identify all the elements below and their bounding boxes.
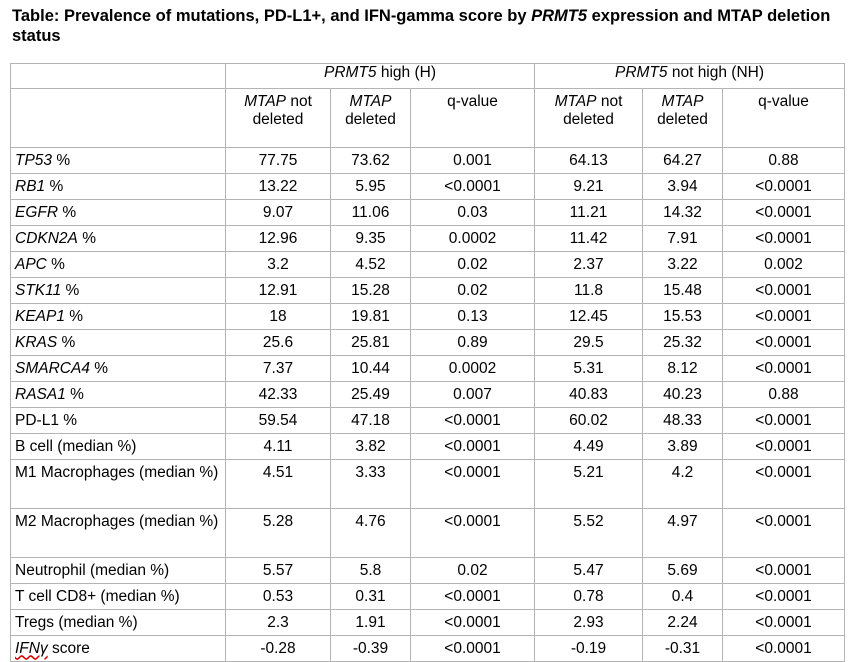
value-cell: 25.6 — [226, 330, 331, 356]
value-cell: 1.91 — [331, 610, 411, 636]
value-cell: 0.02 — [411, 252, 535, 278]
value-cell: <0.0001 — [723, 509, 845, 558]
row-label: Neutrophil (median %) — [11, 558, 226, 584]
value-cell: 5.57 — [226, 558, 331, 584]
value-cell: 7.37 — [226, 356, 331, 382]
table-row — [11, 408, 845, 434]
value-cell: 0.88 — [723, 148, 845, 174]
row-label: KRAS % — [11, 330, 226, 356]
table-row — [11, 558, 845, 584]
value-cell: 2.24 — [643, 610, 723, 636]
value-cell: <0.0001 — [411, 584, 535, 610]
sub-header-h-q-value: q-value — [411, 89, 535, 148]
value-cell: 0.001 — [411, 148, 535, 174]
value-cell: 0.89 — [411, 330, 535, 356]
row-label: TP53 % — [11, 148, 226, 174]
value-cell: 2.37 — [535, 252, 643, 278]
row-label: SMARCA4 % — [11, 356, 226, 382]
value-cell: 5.31 — [535, 356, 643, 382]
value-cell: <0.0001 — [411, 174, 535, 200]
table-row — [11, 610, 845, 636]
value-cell: 64.13 — [535, 148, 643, 174]
value-cell: 4.49 — [535, 434, 643, 460]
row-label: RB1 % — [11, 174, 226, 200]
value-cell: 0.53 — [226, 584, 331, 610]
table-row — [11, 356, 845, 382]
value-cell: 25.81 — [331, 330, 411, 356]
sub-header-nh-mtap-not-deleted: MTAP not deleted — [535, 89, 643, 148]
table-row — [11, 200, 845, 226]
row-label: Tregs (median %) — [11, 610, 226, 636]
value-cell: 4.11 — [226, 434, 331, 460]
value-cell: 60.02 — [535, 408, 643, 434]
value-cell: <0.0001 — [723, 330, 845, 356]
value-cell: <0.0001 — [723, 408, 845, 434]
sub-header-row — [11, 89, 845, 148]
results-table — [10, 63, 845, 662]
row-label: STK11 % — [11, 278, 226, 304]
value-cell: 19.81 — [331, 304, 411, 330]
sub-header-h-mtap-deleted: MTAP deleted — [331, 89, 411, 148]
value-cell: 5.69 — [643, 558, 723, 584]
table-row — [11, 330, 845, 356]
value-cell: <0.0001 — [411, 636, 535, 662]
value-cell: <0.0001 — [411, 509, 535, 558]
table-row — [11, 636, 845, 662]
value-cell: 12.96 — [226, 226, 331, 252]
value-cell: 25.49 — [331, 382, 411, 408]
value-cell: -0.31 — [643, 636, 723, 662]
value-cell: <0.0001 — [723, 278, 845, 304]
value-cell: 3.94 — [643, 174, 723, 200]
value-cell: 48.33 — [643, 408, 723, 434]
table-row — [11, 584, 845, 610]
row-label: CDKN2A % — [11, 226, 226, 252]
value-cell: 59.54 — [226, 408, 331, 434]
value-cell: 0.007 — [411, 382, 535, 408]
row-label: M1 Macrophages (median %) — [11, 460, 226, 509]
value-cell: 11.21 — [535, 200, 643, 226]
value-cell: <0.0001 — [723, 584, 845, 610]
value-cell: <0.0001 — [723, 434, 845, 460]
value-cell: <0.0001 — [723, 558, 845, 584]
row-label: T cell CD8+ (median %) — [11, 584, 226, 610]
row-label: IFNγ score — [11, 636, 226, 662]
value-cell: <0.0001 — [723, 304, 845, 330]
row-label: B cell (median %) — [11, 434, 226, 460]
value-cell: <0.0001 — [411, 610, 535, 636]
sub-header-nh-q-value: q-value — [723, 89, 845, 148]
value-cell: 0.0002 — [411, 356, 535, 382]
value-cell: 0.0002 — [411, 226, 535, 252]
value-cell: 4.52 — [331, 252, 411, 278]
table-row — [11, 460, 845, 509]
value-cell: 3.82 — [331, 434, 411, 460]
value-cell: 0.002 — [723, 252, 845, 278]
value-cell: 18 — [226, 304, 331, 330]
value-cell: 3.2 — [226, 252, 331, 278]
value-cell: 9.35 — [331, 226, 411, 252]
table-row — [11, 509, 845, 558]
value-cell: <0.0001 — [723, 356, 845, 382]
row-label: KEAP1 % — [11, 304, 226, 330]
value-cell: 64.27 — [643, 148, 723, 174]
value-cell: 77.75 — [226, 148, 331, 174]
sub-header-nh-mtap-deleted: MTAP deleted — [643, 89, 723, 148]
value-cell: 4.2 — [643, 460, 723, 509]
value-cell: 40.23 — [643, 382, 723, 408]
value-cell: <0.0001 — [723, 174, 845, 200]
value-cell: <0.0001 — [723, 460, 845, 509]
table-row — [11, 226, 845, 252]
value-cell: 5.8 — [331, 558, 411, 584]
value-cell: 3.22 — [643, 252, 723, 278]
value-cell: 5.47 — [535, 558, 643, 584]
sub-header-h-mtap-not-deleted: MTAP not deleted — [226, 89, 331, 148]
table-row — [11, 382, 845, 408]
value-cell: 0.03 — [411, 200, 535, 226]
value-cell: 40.83 — [535, 382, 643, 408]
value-cell: <0.0001 — [411, 434, 535, 460]
group-header-prmt5-high: PRMT5 high (H) — [226, 64, 535, 89]
value-cell: 15.53 — [643, 304, 723, 330]
title-suffix: expression and MTAP deletion status — [12, 7, 831, 45]
value-cell: 42.33 — [226, 382, 331, 408]
value-cell: 9.21 — [535, 174, 643, 200]
table-row — [11, 278, 845, 304]
value-cell: 11.42 — [535, 226, 643, 252]
row-label: EGFR % — [11, 200, 226, 226]
value-cell: 3.89 — [643, 434, 723, 460]
value-cell: 0.88 — [723, 382, 845, 408]
row-label: RASA1 % — [11, 382, 226, 408]
value-cell: 0.02 — [411, 278, 535, 304]
value-cell: -0.28 — [226, 636, 331, 662]
corner-cell — [11, 64, 226, 89]
table-row — [11, 304, 845, 330]
value-cell: 12.45 — [535, 304, 643, 330]
title-prefix: Table: Prevalence of mutations, PD-L1+, and IFN-gamma score by — [12, 7, 532, 25]
table-title — [12, 6, 838, 46]
sub-header-corner — [11, 89, 226, 148]
value-cell: 12.91 — [226, 278, 331, 304]
value-cell: 4.76 — [331, 509, 411, 558]
value-cell: 2.3 — [226, 610, 331, 636]
value-cell: 15.48 — [643, 278, 723, 304]
value-cell: 5.95 — [331, 174, 411, 200]
table-row — [11, 252, 845, 278]
value-cell: 25.32 — [643, 330, 723, 356]
group-header-prmt5-not-high: PRMT5 not high (NH) — [535, 64, 845, 89]
value-cell: 47.18 — [331, 408, 411, 434]
value-cell: 9.07 — [226, 200, 331, 226]
value-cell: 3.33 — [331, 460, 411, 509]
value-cell: 0.02 — [411, 558, 535, 584]
value-cell: 73.62 — [331, 148, 411, 174]
value-cell: 0.31 — [331, 584, 411, 610]
value-cell: -0.39 — [331, 636, 411, 662]
value-cell: 29.5 — [535, 330, 643, 356]
value-cell: 11.8 — [535, 278, 643, 304]
value-cell: 10.44 — [331, 356, 411, 382]
row-label: APC % — [11, 252, 226, 278]
value-cell: <0.0001 — [411, 408, 535, 434]
value-cell: 8.12 — [643, 356, 723, 382]
value-cell: <0.0001 — [723, 636, 845, 662]
value-cell: 5.21 — [535, 460, 643, 509]
value-cell: <0.0001 — [723, 200, 845, 226]
table-row — [11, 434, 845, 460]
value-cell: 11.06 — [331, 200, 411, 226]
value-cell: 4.51 — [226, 460, 331, 509]
value-cell: <0.0001 — [723, 226, 845, 252]
row-label: PD-L1 % — [11, 408, 226, 434]
value-cell: 0.4 — [643, 584, 723, 610]
table-row — [11, 148, 845, 174]
value-cell: 0.13 — [411, 304, 535, 330]
value-cell: 2.93 — [535, 610, 643, 636]
title-gene: PRMT5 — [531, 7, 588, 25]
value-cell: <0.0001 — [411, 460, 535, 509]
value-cell: 15.28 — [331, 278, 411, 304]
row-label: M2 Macrophages (median %) — [11, 509, 226, 558]
group-header-row — [11, 64, 845, 89]
value-cell: 5.28 — [226, 509, 331, 558]
value-cell: 13.22 — [226, 174, 331, 200]
value-cell: 0.78 — [535, 584, 643, 610]
value-cell: 7.91 — [643, 226, 723, 252]
value-cell: 14.32 — [643, 200, 723, 226]
value-cell: -0.19 — [535, 636, 643, 662]
value-cell: <0.0001 — [723, 610, 845, 636]
value-cell: 5.52 — [535, 509, 643, 558]
table-row — [11, 174, 845, 200]
value-cell: 4.97 — [643, 509, 723, 558]
